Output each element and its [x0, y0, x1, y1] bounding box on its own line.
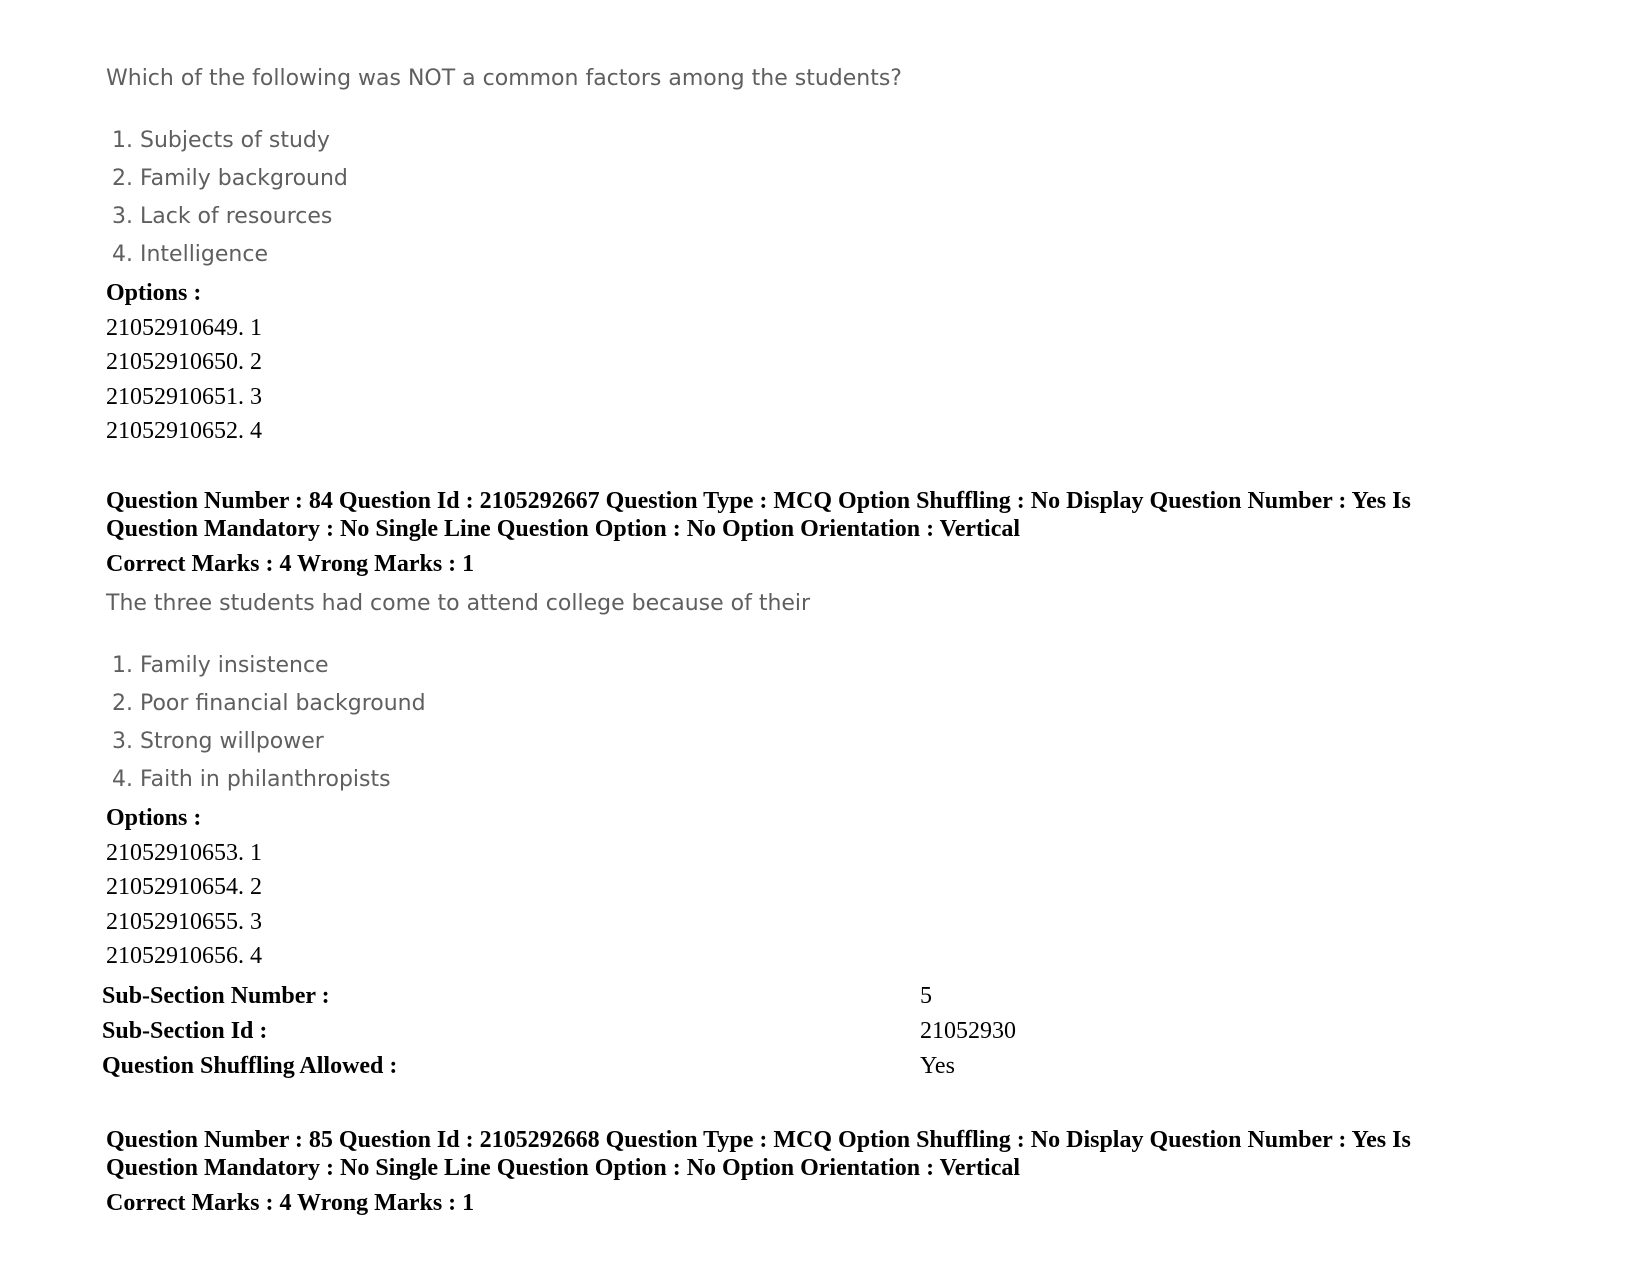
question-text: The three students had come to attend college because of their [106, 591, 811, 616]
list-item: 2. Family background [112, 166, 348, 191]
subsection-value: 21052930 [920, 1018, 1016, 1044]
subsection-label: Sub-Section Id : [102, 1018, 268, 1044]
option-row: 21052910655. 3 [106, 909, 262, 935]
subsection-value: Yes [920, 1053, 955, 1079]
question-header-line1: Question Number : 85 Question Id : 2105292668 Question Type : MCQ Option Shuffling : No Display Question Number : Yes Is [106, 1127, 1411, 1153]
list-item: 3. Strong willpower [112, 729, 324, 754]
option-row: 21052910653. 1 [106, 840, 262, 866]
list-item: 1. Family insistence [112, 653, 329, 678]
question-marks: Correct Marks : 4 Wrong Marks : 1 [106, 551, 475, 577]
option-row: 21052910652. 4 [106, 418, 262, 444]
list-item: 2. Poor financial background [112, 691, 426, 716]
question-marks: Correct Marks : 4 Wrong Marks : 1 [106, 1190, 475, 1216]
option-row: 21052910649. 1 [106, 315, 262, 341]
list-item: 4. Faith in philanthropists [112, 767, 391, 792]
option-row: 21052910650. 2 [106, 349, 262, 375]
option-row: 21052910651. 3 [106, 384, 262, 410]
option-row: 21052910656. 4 [106, 943, 262, 969]
subsection-label: Question Shuffling Allowed : [102, 1053, 398, 1079]
option-row: 21052910654. 2 [106, 874, 262, 900]
options-label: Options : [106, 805, 202, 831]
subsection-value: 5 [920, 983, 932, 1009]
list-item: 1. Subjects of study [112, 128, 330, 153]
list-item: 3. Lack of resources [112, 204, 333, 229]
question-header-line2: Question Mandatory : No Single Line Question Option : No Option Orientation : Vertical [106, 516, 1021, 542]
options-label: Options : [106, 280, 202, 306]
question-header-line1: Question Number : 84 Question Id : 2105292667 Question Type : MCQ Option Shuffling : No Display Question Number : Yes Is [106, 488, 1411, 514]
list-item: 4. Intelligence [112, 242, 268, 267]
question-text: Which of the following was NOT a common factors among the students? [106, 66, 902, 91]
question-header-line2: Question Mandatory : No Single Line Question Option : No Option Orientation : Vertical [106, 1155, 1021, 1181]
subsection-label: Sub-Section Number : [102, 983, 330, 1009]
